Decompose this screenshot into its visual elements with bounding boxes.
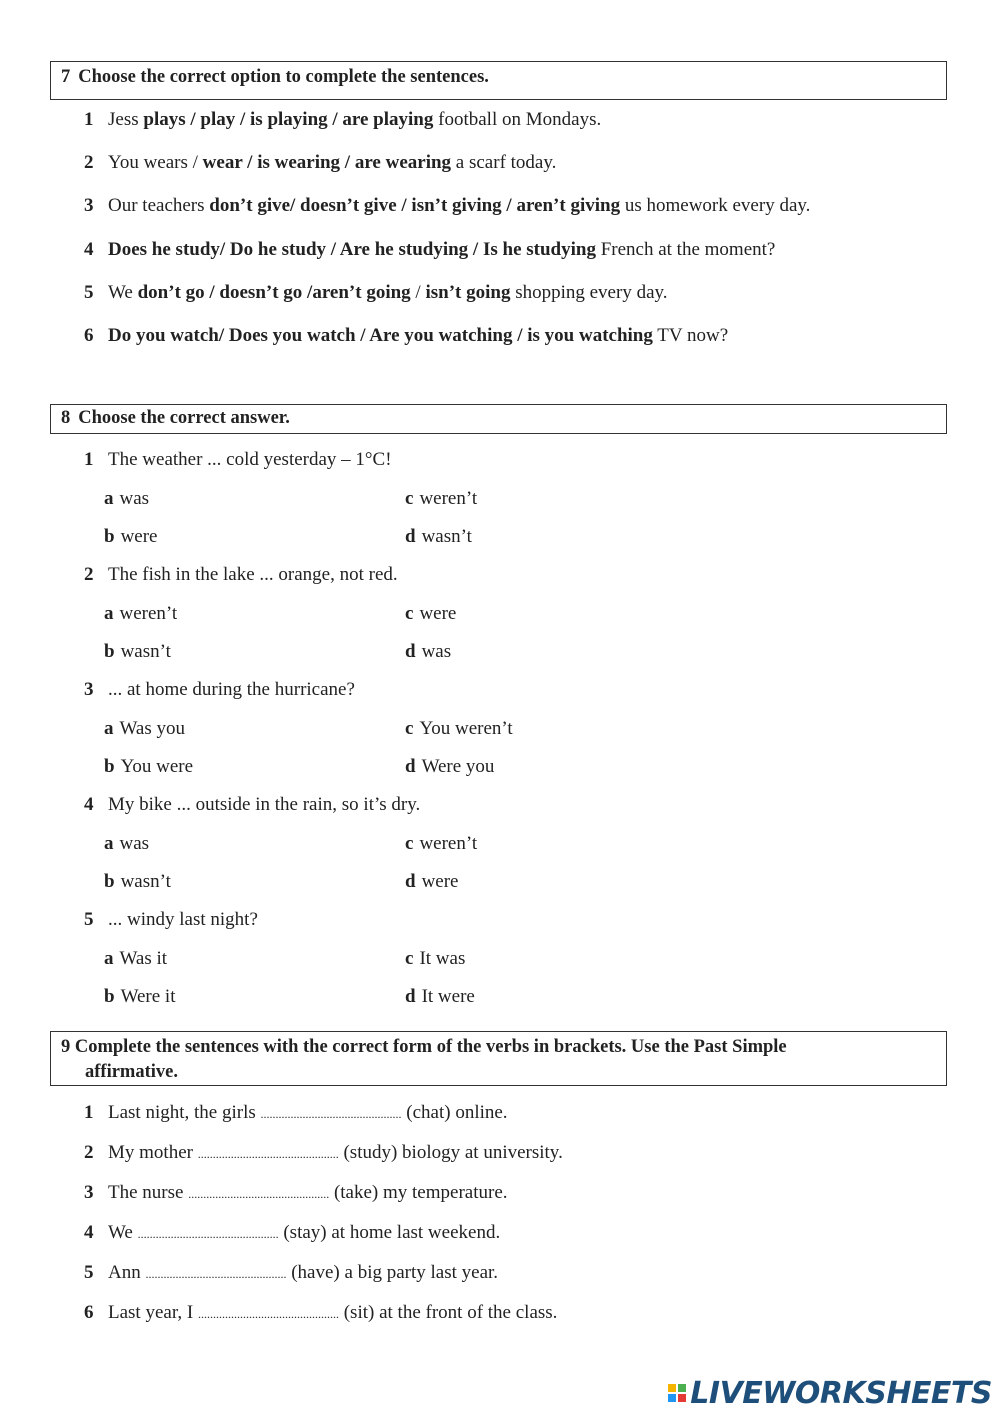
ex7-item-3: 3 Our teachers don’t give/ doesn’t give / isn’t giving / aren’t giving us homework every day. xyxy=(84,195,811,216)
ex7-item-4: 4 Does he study/ Do he study / Are he studying / Is he studying French at the moment? xyxy=(84,239,776,260)
ex8-q4-option-b[interactable]: b wasn’t xyxy=(104,871,171,892)
ex7-options-5[interactable]: don’t go / doesn’t go /aren’t going xyxy=(137,282,411,303)
ex9-item-3: 3 The nurse ............................................... (take) my temperature. xyxy=(84,1182,508,1203)
ex8-q1-option-d[interactable]: d wasn’t xyxy=(405,526,472,547)
answer-blank[interactable]: ............................................... xyxy=(137,1227,279,1241)
ex7-options-3[interactable]: don’t give/ doesn’t give / isn’t giving / aren’t giving xyxy=(209,195,621,216)
ex8-q5-option-d[interactable]: d It were xyxy=(405,986,475,1007)
exercise-7-header xyxy=(50,61,947,100)
ex7-options-6[interactable]: Do you watch/ Does you watch / Are you watching / is you watching xyxy=(108,325,653,346)
exercise-number: 7 xyxy=(61,67,71,87)
ex8-q4-option-d[interactable]: d were xyxy=(405,871,459,892)
ex8-q1-option-a[interactable]: a was xyxy=(104,488,150,509)
answer-blank[interactable]: ............................................... xyxy=(197,1307,339,1321)
answer-blank[interactable]: ............................................... xyxy=(145,1267,287,1281)
exercise-number: 8 xyxy=(61,408,71,428)
ex8-q5-option-b[interactable]: b Were it xyxy=(104,986,176,1007)
ex7-item-6: 6 Do you watch/ Does you watch / Are you watching / is you watching TV now? xyxy=(84,325,729,346)
ex8-question-1: 1 The weather ... cold yesterday – 1°C! xyxy=(84,449,392,470)
ex8-q2-option-d[interactable]: d was xyxy=(405,641,452,662)
ex7-options-4[interactable]: Does he study/ Do he study / Are he studying / Is he studying xyxy=(108,239,596,260)
ex7-options-2[interactable]: wear / is wearing / are wearing xyxy=(202,152,452,173)
exercise-9-header xyxy=(50,1031,947,1086)
answer-blank[interactable]: ............................................... xyxy=(260,1107,402,1121)
ex8-q2-option-b[interactable]: b wasn’t xyxy=(104,641,171,662)
ex9-item-1: 1 Last night, the girls ............................................... (chat) online. xyxy=(84,1102,508,1123)
ex8-q5-option-a[interactable]: a Was it xyxy=(104,948,168,969)
ex8-q4-option-a[interactable]: a was xyxy=(104,833,150,854)
ex9-item-6: 6 Last year, I ............................................... (sit) at the front of the class. xyxy=(84,1302,558,1323)
ex8-q3-option-a[interactable]: a Was you xyxy=(104,718,185,739)
exercise-title-line2: affirmative. xyxy=(85,1062,178,1082)
ex8-q5-option-c[interactable]: c It was xyxy=(405,948,466,969)
ex8-question-5: 5 ... windy last night? xyxy=(84,909,258,930)
ex7-item-1: 1 Jess plays / play / is playing / are playing football on Mondays. xyxy=(84,109,602,130)
answer-blank[interactable]: ............................................... xyxy=(197,1147,339,1161)
ex8-question-2: 2 The fish in the lake ... orange, not red. xyxy=(84,564,398,585)
ex8-q2-option-c[interactable]: c were xyxy=(405,603,457,624)
logo-text: LIVEWORKSHEETS xyxy=(690,1375,992,1411)
exercise-8-header xyxy=(50,404,947,434)
ex8-q3-option-b[interactable]: b You were xyxy=(104,756,194,777)
liveworksheets-logo xyxy=(668,1376,992,1410)
ex8-q1-option-c[interactable]: c weren’t xyxy=(405,488,478,509)
exercise-title-line1: Complete the sentences with the correct form of the verbs in brackets. Use the Past Simple xyxy=(74,1037,787,1057)
ex8-q1-option-b[interactable]: b were xyxy=(104,526,158,547)
ex8-q3-option-d[interactable]: d Were you xyxy=(405,756,495,777)
exercise-number: 9 xyxy=(61,1037,71,1057)
ex7-item-5: 5 We don’t go / doesn’t go /aren’t going / isn’t going shopping every day. xyxy=(84,282,668,303)
ex8-q3-option-c[interactable]: c You weren’t xyxy=(405,718,513,739)
ex9-item-5: 5 Ann ............................................... (have) a big party last year. xyxy=(84,1262,499,1283)
logo-mark-icon xyxy=(668,1384,686,1402)
ex7-options-1[interactable]: plays / play / is playing / are playing xyxy=(143,109,434,130)
ex9-item-4: 4 We ............................................... (stay) at home last weekend. xyxy=(84,1222,501,1243)
exercise-title: Choose the correct option to complete the sentences. xyxy=(78,67,489,87)
ex8-question-4: 4 My bike ... outside in the rain, so it’s dry. xyxy=(84,794,421,815)
exercise-title: Choose the correct answer. xyxy=(78,408,290,428)
ex7-item-2: 2 You wears / wear / is wearing / are wearing a scarf today. xyxy=(84,152,557,173)
ex7-options-5b[interactable]: isn’t going xyxy=(425,282,511,303)
ex9-item-2: 2 My mother ............................................... (study) biology at university. xyxy=(84,1142,563,1163)
ex8-question-3: 3 ... at home during the hurricane? xyxy=(84,679,355,700)
answer-blank[interactable]: ............................................... xyxy=(188,1187,330,1201)
ex8-q4-option-c[interactable]: c weren’t xyxy=(405,833,478,854)
ex8-q2-option-a[interactable]: a weren’t xyxy=(104,603,178,624)
